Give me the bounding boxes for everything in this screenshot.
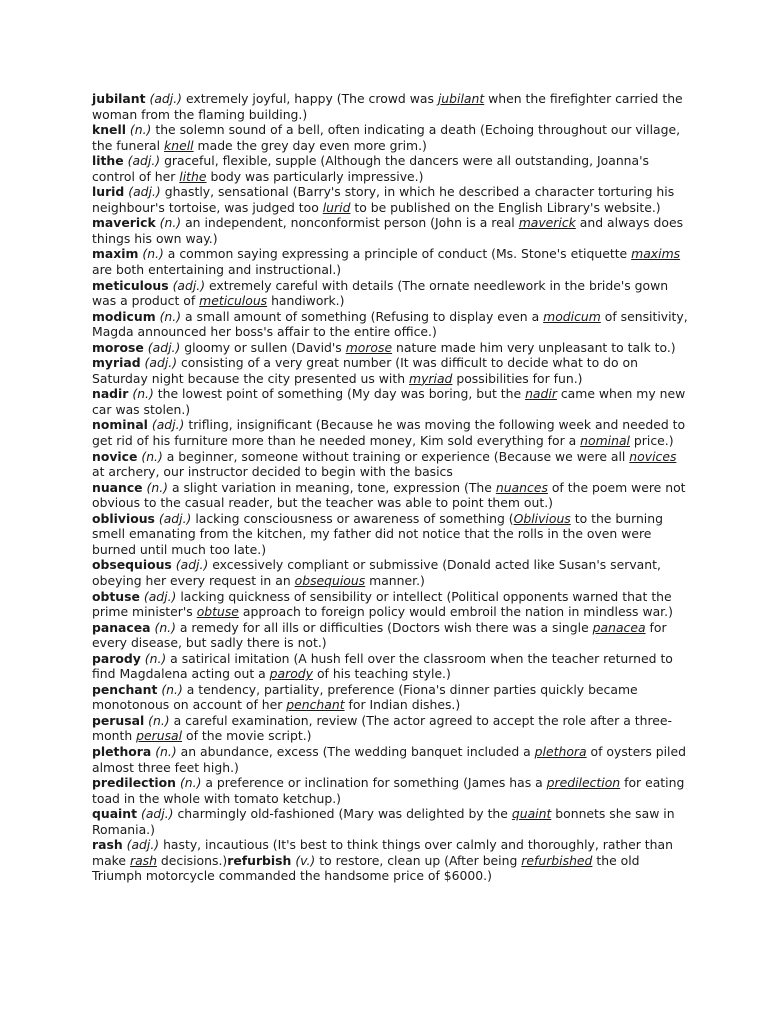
part-of-speech: (n.) <box>154 619 176 635</box>
definition-text: to be published on the English Library's website.) <box>350 199 661 215</box>
definition-text: at archery, our instructor decided to begin with the basics <box>92 464 453 480</box>
part-of-speech: (n.) <box>141 448 163 464</box>
entry-maxim <box>92 246 692 277</box>
headword: refurbish <box>227 852 292 868</box>
part-of-speech: (adj.) <box>144 355 178 371</box>
definition-text: decisions.) <box>156 852 228 868</box>
headword: lurid <box>92 184 125 200</box>
definition-text: a common saying expressing a principle of conduct (Ms. Stone's etiquette <box>163 246 632 262</box>
definition-text: charmingly old-fashioned (Mary was delighted by the <box>173 806 512 822</box>
example-word: rash <box>129 852 157 868</box>
definition-text: when the firefighter carried the woman from the flaming building.) <box>92 91 683 122</box>
definition-text: extremely careful with details (The ornate needlework in the bride's gown was a product of <box>92 277 669 309</box>
part-of-speech: (n.) <box>129 122 152 138</box>
definition-text: lacking quickness of sensibility or intellect (Political opponents warned that the prime minister's <box>92 588 672 620</box>
definition-text: a satirical imitation (A hush fell over the classroom when the teacher returned to find Magdalena acting out a <box>92 650 673 682</box>
example-word: Oblivious <box>513 510 571 526</box>
entry-obsequious <box>92 557 692 588</box>
definition-text: to the burning smell emanating from the kitchen, my father did not notice that the rolls in the oven were burned until much too late.) <box>92 510 663 557</box>
part-of-speech: (adj.) <box>151 417 185 433</box>
definition-text: for eating toad in the whole with tomato ketchup.) <box>92 775 685 806</box>
entry-panacea <box>92 620 692 651</box>
entry-maverick <box>92 215 692 246</box>
example-word: panacea <box>592 619 646 635</box>
example-word: refurbished <box>521 852 593 868</box>
part-of-speech: (n.) <box>144 650 167 666</box>
entry-penchant <box>92 682 692 713</box>
definition-text: for Indian dishes.) <box>344 697 461 713</box>
example-word: quaint <box>511 806 552 822</box>
entry-lurid <box>92 184 692 215</box>
headword: lithe <box>92 153 124 169</box>
definition-text: manner.) <box>365 572 425 588</box>
definition-text: a small amount of something (Refusing to display even a <box>181 308 544 324</box>
definition-text: body was particularly impressive.) <box>206 168 424 184</box>
definition-text: a slight variation in meaning, tone, expression (The <box>168 479 496 495</box>
example-word: knell <box>164 137 194 153</box>
headword: perusal <box>92 712 145 728</box>
headword: nuance <box>92 479 143 495</box>
entry-obtuse <box>92 589 692 620</box>
definition-text: an abundance, excess (The wedding banquet included a <box>176 743 535 759</box>
headword: nadir <box>92 386 129 402</box>
example-word: obsequious <box>294 572 366 588</box>
definition-text: of the movie script.) <box>182 728 312 744</box>
definition-text: the solemn sound of a bell, often indicating a death (Echoing throughout our village, the funeral <box>92 122 681 153</box>
entry-knell <box>92 122 692 153</box>
headword: knell <box>92 122 126 138</box>
definition-text: approach to foreign policy would embroil the nation in mindless war.) <box>238 604 673 620</box>
definition-text: excessively compliant or submissive (Donald acted like Susan's servant, obeying her every request in an <box>92 557 661 588</box>
part-of-speech: (n.) <box>146 479 168 495</box>
headword: myriad <box>92 355 141 371</box>
part-of-speech: (adj.) <box>175 557 209 573</box>
definition-text: extremely joyful, happy (The crowd was <box>182 91 438 106</box>
entry-rash <box>92 837 692 884</box>
definition-text: gloomy or sullen (David's <box>180 339 346 355</box>
definition-text: are both entertaining and instructional.) <box>92 262 342 278</box>
part-of-speech: (n.) <box>179 775 202 791</box>
example-word: nadir <box>525 386 557 402</box>
entry-meticulous <box>92 278 692 309</box>
definition-text: a remedy for all ills or difficulties (Doctors wish there was a single <box>175 619 593 635</box>
definition-text: nature made him very unpleasant to talk to.) <box>392 339 676 355</box>
part-of-speech: (adj.) <box>126 837 160 853</box>
example-word: novices <box>629 448 677 464</box>
definition-text: bonnets she saw in Romania.) <box>92 806 675 837</box>
part-of-speech: (adj.) <box>149 91 183 106</box>
definition-text: of sensitivity, Magda announced her boss's affair to the entire office.) <box>92 308 688 340</box>
headword: obsequious <box>92 557 172 573</box>
entry-morose <box>92 340 692 356</box>
entry-nadir <box>92 386 692 417</box>
definition-text: for every disease, but sadly there is not.) <box>92 619 667 651</box>
definition-text: came when my new car was stolen.) <box>92 386 686 417</box>
definition-text: a careful examination, review (The actor agreed to accept the role after a three-month <box>92 712 672 744</box>
entry-novice <box>92 449 692 480</box>
example-word: perusal <box>136 728 183 744</box>
headword: oblivious <box>92 510 155 526</box>
definition-text: ghastly, sensational (Barry's story, in which he described a character torturing his neighbour's tortoise, was judged too <box>92 184 675 215</box>
definition-text: an independent, nonconformist person (John is a real <box>181 215 519 231</box>
example-word: lithe <box>179 168 207 184</box>
part-of-speech: (v.) <box>295 852 316 868</box>
definition-text: of oysters piled almost three feet high.) <box>92 743 686 775</box>
headword: obtuse <box>92 588 140 604</box>
part-of-speech: (adj.) <box>141 806 174 822</box>
entry-nuance <box>92 480 692 511</box>
definition-text: possibilities for fun.) <box>452 370 583 386</box>
example-word: penchant <box>286 697 345 713</box>
definition-text: the old Triumph motorcycle commanded the handsome price of $6000.) <box>92 852 640 884</box>
vocabulary-list <box>92 91 692 884</box>
example-word: obtuse <box>196 604 239 620</box>
example-word: morose <box>345 339 393 355</box>
definition-text: trifling, insignificant (Because he was moving the following week and needed to get rid of his furniture more than he needed money, Kim sold everything for a <box>92 417 686 449</box>
headword: panacea <box>92 619 151 635</box>
example-word: maxims <box>631 246 681 262</box>
entry-modicum <box>92 309 692 340</box>
definition-text: graceful, flexible, supple (Although the dancers were all outstanding, Joanna's control of her <box>92 153 649 184</box>
part-of-speech: (n.) <box>142 246 164 262</box>
example-word: maverick <box>518 215 576 231</box>
part-of-speech: (adj.) <box>147 339 181 355</box>
entry-plethora <box>92 744 692 775</box>
part-of-speech: (adj.) <box>127 153 161 169</box>
entry-quaint <box>92 806 692 837</box>
entry-parody <box>92 651 692 682</box>
definition-text: the lowest point of something (My day was boring, but the <box>153 386 526 402</box>
example-word: nominal <box>580 433 630 449</box>
definition-text: to restore, clean up (After being <box>315 852 522 868</box>
headword: novice <box>92 448 138 464</box>
definition-text: hasty, incautious (It's best to think things over calmly and thoroughly, rather than make <box>92 837 673 868</box>
example-word: jubilant <box>437 91 485 106</box>
definition-text: a preference or inclination for something (James has a <box>201 775 547 791</box>
headword: maverick <box>92 215 156 231</box>
headword: meticulous <box>92 277 169 293</box>
headword: penchant <box>92 681 158 697</box>
headword: rash <box>92 837 123 853</box>
entry-oblivious <box>92 511 692 558</box>
definition-text: made the grey day even more grim.) <box>193 137 427 153</box>
example-word: plethora <box>534 743 587 759</box>
example-word: nuances <box>495 479 548 495</box>
headword: modicum <box>92 308 156 324</box>
example-word: predilection <box>546 775 621 791</box>
definition-text: a beginner, someone without training or experience (Because we were all <box>162 448 630 464</box>
example-word: lurid <box>322 199 351 215</box>
headword: morose <box>92 339 144 355</box>
part-of-speech: (n.) <box>155 743 177 759</box>
part-of-speech: (adj.) <box>158 510 192 526</box>
headword: nominal <box>92 417 148 433</box>
part-of-speech: (adj.) <box>172 277 206 293</box>
definition-text: handiwork.) <box>267 293 345 309</box>
part-of-speech: (n.) <box>161 681 183 697</box>
example-word: myriad <box>409 370 453 386</box>
part-of-speech: (adj.) <box>128 184 161 200</box>
part-of-speech: (n.) <box>148 712 170 728</box>
definition-text: of the poem were not obvious to the casual reader, but the teacher was able to point them out.) <box>92 479 686 511</box>
definition-text: price.) <box>629 433 674 449</box>
part-of-speech: (n.) <box>132 386 154 402</box>
definition-text: and always does things his own way.) <box>92 215 684 246</box>
headword: predilection <box>92 775 176 791</box>
example-word: modicum <box>543 308 601 324</box>
headword: maxim <box>92 246 139 262</box>
example-word: meticulous <box>199 293 268 309</box>
entry-nominal <box>92 417 692 448</box>
part-of-speech: (n.) <box>159 215 182 231</box>
definition-text: a tendency, partiality, preference (Fiona's dinner parties quickly became monotonous on account of her <box>92 681 638 713</box>
definition-text: of his teaching style.) <box>313 666 451 682</box>
part-of-speech: (n.) <box>159 308 182 324</box>
entry-perusal <box>92 713 692 744</box>
headword: parody <box>92 650 141 666</box>
entry-myriad <box>92 355 692 386</box>
part-of-speech: (adj.) <box>143 588 177 604</box>
headword: jubilant <box>92 91 146 106</box>
headword: plethora <box>92 743 152 759</box>
entry-predilection <box>92 775 692 806</box>
entry-jubilant <box>92 91 692 122</box>
entry-lithe <box>92 153 692 184</box>
headword: quaint <box>92 806 138 822</box>
definition-text: lacking consciousness or awareness of something ( <box>191 510 514 526</box>
definition-text: consisting of a very great number (It was difficult to decide what to do on Saturday night because the city presented us with <box>92 355 638 386</box>
example-word: parody <box>269 666 313 682</box>
